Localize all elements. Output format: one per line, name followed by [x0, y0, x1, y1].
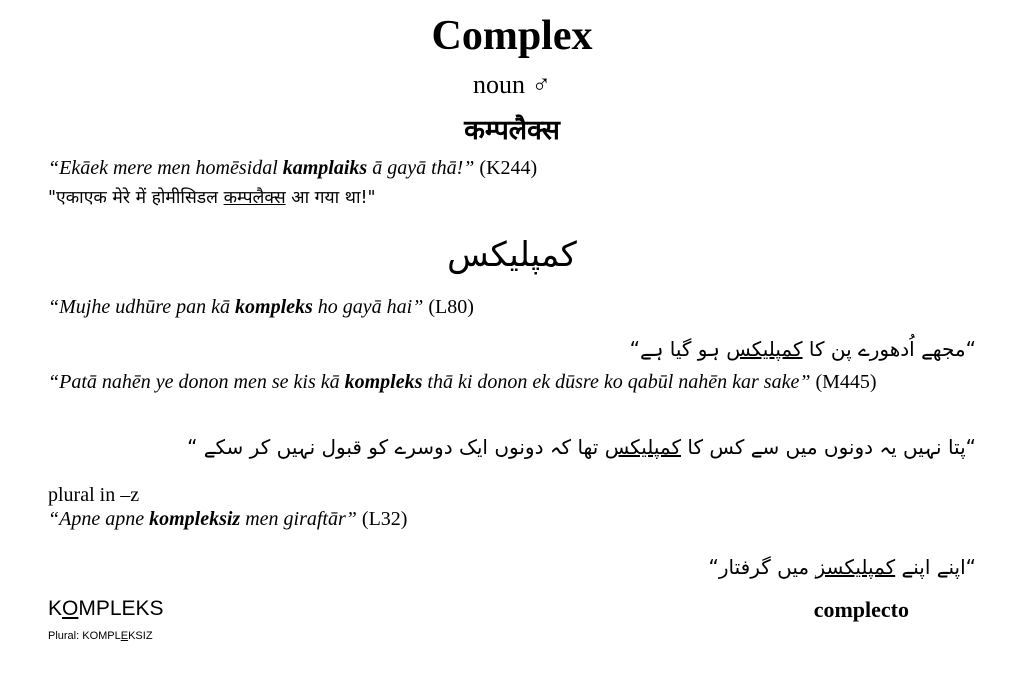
transliteration-stressed: O — [62, 597, 79, 620]
example-4-urdu-post: میں گرفتار“ — [708, 555, 816, 579]
transliteration-plural-after: KSIZ — [128, 630, 153, 642]
example-4-urdu-pre: “اپنے اپنے — [895, 555, 976, 579]
example-1-ref: (K244) — [474, 157, 538, 179]
example-2-post: ho gayā hai” — [312, 296, 424, 318]
example-1-deva-post: आ गया था!" — [285, 188, 376, 208]
example-2-urdu-post: ہو گیا ہے“ — [629, 337, 727, 361]
example-2-urdu-pre: “مجھے اُدھورے پن کا — [802, 337, 976, 361]
example-2-urdu-keyword: کمپلیکس — [726, 337, 803, 361]
example-1-romanized — [48, 157, 537, 180]
transliteration-before: K — [48, 597, 63, 620]
plural-note: plural in –z — [48, 484, 140, 506]
example-3-pre: “Patā nahēn ye donon men se kis kā — [48, 371, 345, 393]
transliteration-plural — [48, 630, 153, 642]
urdu-headword: کمپلیکس — [447, 235, 577, 275]
example-1-post: ā gayā thā!” — [367, 157, 475, 179]
example-4-urdu-keyword: کمپلیکسز — [815, 555, 896, 579]
example-3-urdu-post: تھا کہ دونوں ایک دوسرے کو قبول نہیں کر سکے “ — [187, 435, 605, 459]
example-3-urdu — [187, 435, 976, 459]
male-gender-icon: ♂ — [531, 70, 551, 99]
example-3-keyword: kompleks — [344, 371, 423, 393]
example-2-urdu — [630, 337, 976, 361]
example-3-urdu-pre: “پتا نہیں یہ دونوں میں سے کس کا — [681, 435, 976, 459]
example-1-devanagari — [48, 185, 376, 209]
transliteration — [48, 597, 164, 621]
headword: Complex — [431, 13, 593, 59]
example-4-keyword: kompleksiz — [149, 508, 241, 530]
example-3-urdu-keyword: کمپلیکس — [604, 435, 682, 459]
transliteration-after: MPLEKS — [78, 597, 164, 620]
example-4-post: men giraftār” — [240, 508, 357, 530]
example-2-romanized — [48, 296, 474, 319]
example-1-deva-keyword: कम्पलैक्स — [223, 188, 286, 208]
example-1-deva-pre: "एकाएक मेरे में होमीसिडल — [48, 188, 224, 208]
example-3-ref: (M445) — [810, 371, 877, 393]
example-4-romanized — [48, 508, 407, 531]
portuguese-etymon: complecto — [813, 597, 909, 622]
example-3-romanized — [48, 371, 976, 394]
example-4-ref: (L32) — [356, 508, 408, 530]
transliteration-plural-stressed: E — [120, 630, 129, 642]
part-of-speech — [0, 70, 1024, 100]
part-of-speech-label: noun — [473, 70, 525, 99]
hindi-headword: कम्पलैक्स — [464, 115, 560, 146]
transliteration-plural-label: Plural: KOMPL — [48, 630, 121, 642]
example-2-ref: (L80) — [423, 296, 474, 318]
example-1-keyword: kamplaiks — [282, 157, 368, 179]
example-4-urdu — [709, 555, 977, 579]
example-2-pre: “Mujhe udhūre pan kā — [48, 296, 236, 318]
example-3-post: thā ki donon ek dūsre ko qabūl nahēn kar sake” — [422, 371, 811, 393]
example-4-pre: “Apne apne — [48, 508, 150, 530]
example-2-keyword: kompleks — [235, 296, 313, 318]
example-1-pre: “Ekāek mere men homēsidal — [48, 157, 283, 179]
